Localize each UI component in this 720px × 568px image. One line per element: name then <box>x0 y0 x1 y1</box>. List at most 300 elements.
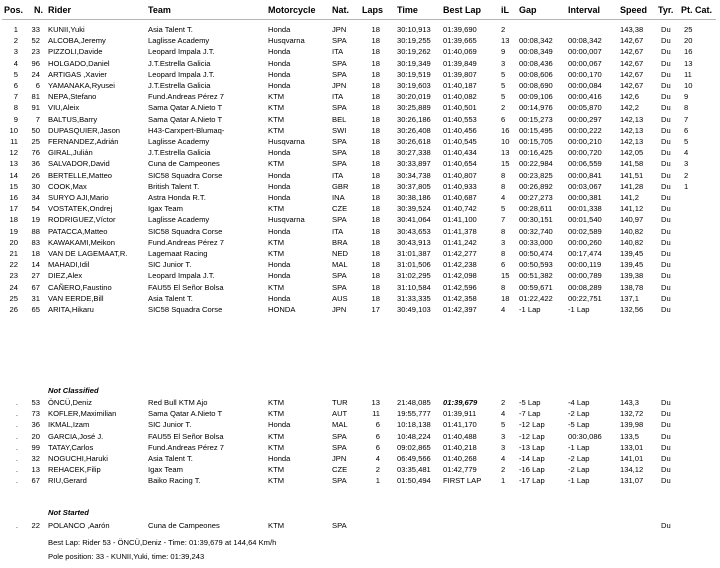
cell-speed: 142,13 <box>620 137 644 146</box>
cell-pos: 9 <box>13 114 18 124</box>
cell-time: 31:02,295 <box>397 271 431 281</box>
cell-laps: 18 <box>371 114 380 124</box>
cell-laps: 18 <box>371 47 380 57</box>
cell-il: 8 <box>501 249 506 258</box>
cell-nat: JPN <box>332 454 347 463</box>
cell-motorcycle: KTM <box>268 282 285 292</box>
cell-speed: 140,82 <box>620 226 644 236</box>
cell-number: 24 <box>31 69 40 79</box>
cell-rider: DIEZ,Alex <box>48 271 83 281</box>
cell-il: 16 <box>501 125 510 135</box>
cell-team: Fund.Andreas Pérez 7 <box>148 237 224 247</box>
cell-il: 8 <box>501 282 506 292</box>
cell-interval: 00:17,474 <box>568 249 602 258</box>
cell-number: 83 <box>31 237 40 247</box>
cell-motorcycle: KTM <box>268 249 285 258</box>
cell-best-lap: 01:40,553 <box>443 114 477 124</box>
cell-motorcycle: KTM <box>268 125 285 135</box>
cell-best-lap: 01:40,268 <box>443 454 477 463</box>
cell-best-lap: 01:41,100 <box>443 215 477 225</box>
cell-rider: HOLGADO,Daniel <box>48 58 110 68</box>
cell-gap: 00:16,425 <box>519 148 553 158</box>
cell-team: J.T.Estrella Galicia <box>148 58 211 68</box>
cell-best-lap: 01:40,807 <box>443 170 477 180</box>
cell-points: 9 <box>684 92 689 102</box>
cell-pos: . <box>15 420 18 430</box>
cell-il: 15 <box>501 159 510 169</box>
cell-laps: 18 <box>371 204 380 214</box>
cell-best-lap: 01:40,545 <box>443 137 477 146</box>
cell-speed: 142,6 <box>620 92 640 102</box>
cell-laps: 18 <box>371 81 380 90</box>
cell-pos: 17 <box>9 204 18 214</box>
cell-pos: . <box>15 476 18 486</box>
cell-gap: -17 Lap <box>519 476 545 486</box>
cell-team: SIC Junior T. <box>148 420 192 430</box>
cell-laps: 18 <box>371 69 380 79</box>
cell-best-lap: 01:39,690 <box>443 25 477 34</box>
cell-laps: 18 <box>371 25 380 34</box>
cell-laps: 6 <box>375 442 380 452</box>
cell-interval: 00:00,297 <box>568 114 602 124</box>
cell-gap: -13 Lap <box>519 442 545 452</box>
cell-best-lap: 01:42,098 <box>443 271 477 281</box>
cell-number: 36 <box>31 420 40 430</box>
table-row <box>0 104 720 116</box>
cell-points: 25 <box>684 25 693 34</box>
cell-gap: 00:51,382 <box>519 271 553 281</box>
header-speed: Speed <box>620 5 648 15</box>
cell-number: 23 <box>31 47 40 57</box>
cell-number: 19 <box>31 215 40 225</box>
cell-il: 5 <box>501 204 506 214</box>
cell-time: 30:19,603 <box>397 81 431 90</box>
cell-tyre: Du <box>661 237 671 247</box>
cell-speed: 139,45 <box>620 249 644 258</box>
cell-time: 30:10,913 <box>397 25 431 34</box>
cell-speed: 133,5 <box>620 431 640 441</box>
cell-tyre: Du <box>661 58 671 68</box>
cell-team: Red Bull KTM Ajo <box>148 398 208 407</box>
cell-rider: VAN EERDE,Bill <box>48 293 104 303</box>
table-row <box>0 455 720 467</box>
cell-pos: 6 <box>13 81 18 90</box>
cell-gap: -16 Lap <box>519 465 545 475</box>
cell-tyre: Du <box>661 476 671 486</box>
cell-time: 30:39,524 <box>397 204 431 214</box>
cell-best-lap: 01:40,434 <box>443 148 477 158</box>
cell-interval: 00:00,084 <box>568 81 602 90</box>
header-nat: Nat. <box>332 5 350 15</box>
cell-il: 7 <box>501 215 506 225</box>
cell-number: 13 <box>31 465 40 475</box>
cell-number: 31 <box>31 293 40 303</box>
table-row <box>0 466 720 478</box>
cell-best-lap: 01:41,242 <box>443 237 477 247</box>
cell-laps: 18 <box>371 293 380 303</box>
cell-interval: -2 Lap <box>568 454 590 463</box>
cell-team: FAU55 El Señor Bolsa <box>148 431 224 441</box>
cell-nat: NED <box>332 249 349 258</box>
cell-tyre: Du <box>661 398 671 407</box>
cell-number: 14 <box>31 260 40 270</box>
cell-team: Lagemaat Racing <box>148 249 208 258</box>
cell-nat: SPA <box>332 148 347 158</box>
not-started-heading: Not Started <box>48 508 89 517</box>
cell-il: 1 <box>501 476 506 486</box>
cell-time: 30:43,913 <box>397 237 431 247</box>
cell-team: Leopard Impala J.T. <box>148 271 215 281</box>
cell-laps: 18 <box>371 170 380 180</box>
cell-interval: -5 Lap <box>568 420 590 430</box>
cell-number: 96 <box>31 58 40 68</box>
cell-laps: 11 <box>372 409 380 419</box>
cell-il: 5 <box>501 92 506 102</box>
cell-tyre: Du <box>661 125 671 135</box>
cell-nat: SPA <box>332 69 347 79</box>
cell-gap: 00:08,436 <box>519 58 553 68</box>
cell-pos: . <box>15 521 18 530</box>
cell-points: 3 <box>684 159 689 169</box>
header-best-lap: Best Lap <box>443 5 482 15</box>
cell-points: 16 <box>684 47 693 57</box>
cell-laps: 18 <box>371 282 380 292</box>
cell-tyre: Du <box>661 159 671 169</box>
table-row <box>0 306 720 318</box>
cell-gap: 00:15,495 <box>519 125 553 135</box>
cell-time: 31:33,335 <box>397 293 431 303</box>
cell-gap: 00:28,611 <box>519 204 553 214</box>
cell-time: 31:10,584 <box>397 282 431 292</box>
cell-tyre: Du <box>661 181 671 191</box>
cell-il: 13 <box>501 148 510 158</box>
cell-team: Asia Talent T. <box>148 25 193 34</box>
cell-number: 27 <box>31 271 40 281</box>
cell-time: 30:19,519 <box>397 69 431 79</box>
cell-speed: 142,67 <box>620 36 644 46</box>
cell-points: 10 <box>684 81 693 90</box>
cell-time: 10:48,224 <box>397 431 431 441</box>
cell-rider: VOSTATEK,Ondrej <box>48 204 113 214</box>
cell-best-lap: 01:39,665 <box>443 36 477 46</box>
cell-nat: AUT <box>332 409 348 419</box>
cell-motorcycle: Honda <box>268 454 291 463</box>
cell-laps: 18 <box>371 159 380 169</box>
cell-motorcycle: KTM <box>268 476 285 486</box>
cell-tyre: Du <box>661 193 671 202</box>
table-row <box>0 477 720 489</box>
cell-pos: 10 <box>9 125 18 135</box>
cell-nat: SPA <box>332 431 347 441</box>
table-row <box>0 433 720 445</box>
cell-pos: 8 <box>13 103 18 113</box>
cell-number: 34 <box>31 193 40 202</box>
cell-number: 76 <box>31 148 40 158</box>
cell-speed: 142,67 <box>620 47 644 57</box>
cell-time: 30:19,349 <box>397 58 431 68</box>
cell-number: 6 <box>35 81 40 90</box>
cell-motorcycle: Honda <box>268 293 291 303</box>
cell-team: SIC58 Squadra Corse <box>148 226 223 236</box>
cell-number: 65 <box>31 305 40 314</box>
cell-il: 2 <box>501 465 506 475</box>
cell-time: 30:25,889 <box>397 103 431 113</box>
cell-rider: TATAY,Carlos <box>48 442 94 452</box>
cell-gap: -14 Lap <box>519 454 545 463</box>
cell-motorcycle: KTM <box>268 409 285 419</box>
table-row <box>0 522 720 534</box>
cell-team: Cuna de Campeones <box>148 521 220 530</box>
cell-tyre: Du <box>661 92 671 102</box>
cell-speed: 141,12 <box>620 204 644 214</box>
cell-laps: 1 <box>375 476 380 486</box>
cell-rider: DUPASQUIER,Jason <box>48 125 121 135</box>
cell-gap: 00:08,349 <box>519 47 553 57</box>
cell-best-lap: 01:42,238 <box>443 260 477 270</box>
cell-motorcycle: HONDA <box>268 305 296 314</box>
cell-tyre: Du <box>661 442 671 452</box>
cell-motorcycle: Honda <box>268 260 291 270</box>
cell-number: 22 <box>31 521 40 530</box>
cell-il: 4 <box>501 193 506 202</box>
cell-number: 88 <box>31 226 40 236</box>
cell-team: Laglisse Academy <box>148 137 210 146</box>
cell-number: 30 <box>31 181 40 191</box>
cell-best-lap: 01:42,596 <box>443 282 477 292</box>
cell-best-lap: 01:40,218 <box>443 442 477 452</box>
cell-team: Astra Honda R.T. <box>148 193 206 202</box>
cell-speed: 137,1 <box>620 293 640 303</box>
cell-number: 32 <box>31 454 40 463</box>
cell-nat: MAL <box>332 420 348 430</box>
cell-speed: 132,56 <box>620 305 644 314</box>
cell-team: J.T.Estrella Galicia <box>148 148 211 158</box>
cell-interval: 00:00,210 <box>568 137 602 146</box>
cell-il: 4 <box>501 454 506 463</box>
cell-rider: ALCOBA,Jeremy <box>48 36 106 46</box>
cell-time: 10:18,138 <box>397 420 431 430</box>
cell-team: Igax Team <box>148 204 183 214</box>
cell-interval: 00:22,751 <box>568 293 602 303</box>
cell-pos: 18 <box>9 215 18 225</box>
cell-rider: RIU,Gerard <box>48 476 87 486</box>
cell-motorcycle: Honda <box>268 271 291 281</box>
cell-speed: 140,97 <box>620 215 644 225</box>
cell-gap: 00:15,705 <box>519 137 553 146</box>
cell-speed: 139,38 <box>620 271 644 281</box>
cell-rider: COOK,Max <box>48 181 87 191</box>
cell-pos: 4 <box>13 58 18 68</box>
cell-number: 50 <box>31 125 40 135</box>
cell-nat: SPA <box>332 521 347 530</box>
cell-il: 4 <box>501 305 506 314</box>
cell-rider: KOFLER,Maximilian <box>48 409 117 419</box>
cell-laps: 18 <box>371 92 380 102</box>
cell-time: 01:50,494 <box>397 476 431 486</box>
cell-rider: BERTELLE,Matteo <box>48 170 113 180</box>
cell-best-lap: FIRST LAP <box>443 476 482 486</box>
header-divider <box>2 19 716 20</box>
cell-time: 30:20,019 <box>397 92 431 102</box>
cell-interval: 00:00,720 <box>568 148 602 158</box>
cell-il: 3 <box>501 58 506 68</box>
cell-pos: 1 <box>13 25 18 34</box>
cell-rider: BALTUS,Barry <box>48 114 98 124</box>
cell-speed: 134,12 <box>620 465 644 475</box>
cell-nat: BEL <box>332 114 347 124</box>
cell-motorcycle: KTM <box>268 431 285 441</box>
cell-tyre: Du <box>661 47 671 57</box>
cell-tyre: Du <box>661 215 671 225</box>
cell-motorcycle: Husqvarna <box>268 215 305 225</box>
cell-motorcycle: KTM <box>268 398 285 407</box>
cell-team: Sama Qatar A.Nieto T <box>148 103 223 113</box>
cell-interval: -2 Lap <box>568 465 590 475</box>
table-row <box>0 410 720 422</box>
cell-nat: JPN <box>332 81 347 90</box>
cell-speed: 141,01 <box>620 454 644 463</box>
cell-rider: PIZZOLI,Davide <box>48 47 103 57</box>
cell-interval: 00:00,841 <box>568 170 602 180</box>
cell-interval: 00:00,007 <box>568 47 602 57</box>
cell-number: 81 <box>31 92 40 102</box>
cell-il: 2 <box>501 103 506 113</box>
cell-motorcycle: Honda <box>268 193 291 202</box>
cell-nat: SPA <box>332 271 347 281</box>
cell-interval: 00:00,260 <box>568 237 602 247</box>
cell-tyre: Du <box>661 431 671 441</box>
cell-interval: 00:00,170 <box>568 69 602 79</box>
cell-points: 20 <box>684 36 693 46</box>
cell-il: 15 <box>501 271 510 281</box>
cell-pos: 13 <box>9 159 18 169</box>
cell-time: 30:33,897 <box>397 159 431 169</box>
cell-time: 30:43,653 <box>397 226 431 236</box>
cell-team: J.T.Estrella Galicia <box>148 81 211 90</box>
cell-nat: BRA <box>332 237 348 247</box>
cell-number: 26 <box>31 170 40 180</box>
cell-laps: 18 <box>371 148 380 158</box>
cell-motorcycle: KTM <box>268 465 285 475</box>
cell-rider: SALVADOR,David <box>48 159 110 169</box>
cell-laps: 17 <box>371 305 380 314</box>
cell-il: 8 <box>501 226 506 236</box>
cell-number: 36 <box>31 159 40 169</box>
cell-best-lap: 01:40,456 <box>443 125 477 135</box>
header-gap: Gap <box>519 5 537 15</box>
cell-tyre: Du <box>661 454 671 463</box>
cell-best-lap: 01:40,488 <box>443 431 477 441</box>
cell-il: 2 <box>501 398 506 407</box>
cell-laps: 18 <box>371 125 380 135</box>
cell-rider: MAHADI,Idil <box>48 260 90 270</box>
cell-number: 67 <box>31 476 40 486</box>
cell-time: 30:27,338 <box>397 148 431 158</box>
cell-best-lap: 01:40,742 <box>443 204 477 214</box>
table-row <box>0 26 720 38</box>
cell-time: 30:41,064 <box>397 215 431 225</box>
cell-best-lap: 01:39,679 <box>443 398 478 407</box>
cell-speed: 143,3 <box>620 398 640 407</box>
cell-pos: . <box>15 398 18 407</box>
cell-motorcycle: KTM <box>268 114 285 124</box>
cell-best-lap: 01:42,277 <box>443 249 477 258</box>
cell-il: 18 <box>501 293 510 303</box>
cell-points: 8 <box>684 103 689 113</box>
header-time: Time <box>397 5 418 15</box>
cell-gap: 00:23,825 <box>519 170 553 180</box>
cell-time: 03:35,481 <box>397 465 431 475</box>
cell-interval: 00:08,342 <box>568 36 602 46</box>
cell-rider: ARTIGAS ,Xavier <box>48 69 107 79</box>
cell-interval: 00:05,870 <box>568 103 602 113</box>
cell-il: 5 <box>501 81 506 90</box>
cell-laps: 18 <box>371 193 380 202</box>
cell-laps: 18 <box>371 237 380 247</box>
cell-nat: MAL <box>332 260 348 270</box>
cell-speed: 142,05 <box>620 148 644 158</box>
cell-time: 30:26,618 <box>397 137 431 146</box>
cell-time: 30:38,186 <box>397 193 431 202</box>
cell-tyre: Du <box>661 148 671 158</box>
cell-il: 3 <box>501 237 506 247</box>
cell-team: Sama Qatar A.Nieto T <box>148 114 223 124</box>
cell-gap: 00:27,273 <box>519 193 553 202</box>
not-classified-heading: Not Classified <box>48 386 99 395</box>
cell-tyre: Du <box>661 249 671 258</box>
cell-nat: SPA <box>332 137 347 146</box>
pole-position-note: Pole position: 33 - KUNII,Yuki, time: 01:39,243 <box>48 552 205 561</box>
cell-motorcycle: Honda <box>268 420 291 430</box>
cell-motorcycle: Honda <box>268 47 291 57</box>
cell-il: 3 <box>501 431 506 441</box>
cell-nat: TUR <box>332 398 348 407</box>
cell-motorcycle: Honda <box>268 69 291 79</box>
cell-motorcycle: Honda <box>268 58 291 68</box>
header-tyre: Tyr. <box>658 5 674 15</box>
cell-nat: SPA <box>332 36 347 46</box>
cell-gap: 00:32,740 <box>519 226 553 236</box>
cell-pos: 3 <box>13 47 18 57</box>
cell-tyre: Du <box>661 271 671 281</box>
cell-speed: 142,67 <box>620 81 644 90</box>
cell-laps: 18 <box>371 137 380 146</box>
table-row <box>0 60 720 72</box>
cell-tyre: Du <box>661 305 671 314</box>
cell-gap: 00:08,606 <box>519 69 553 79</box>
header-points-category: Pt. Cat. <box>681 5 713 15</box>
cell-speed: 140,82 <box>620 237 644 247</box>
cell-rider: KUNII,Yuki <box>48 25 85 34</box>
cell-motorcycle: Honda <box>268 226 291 236</box>
cell-speed: 142,67 <box>620 69 644 79</box>
cell-nat: SPA <box>332 215 347 225</box>
cell-interval: 00:06,559 <box>568 159 602 169</box>
cell-tyre: Du <box>661 170 671 180</box>
cell-team: Asia Talent T. <box>148 293 193 303</box>
cell-rider: GIRAL,Julián <box>48 148 93 158</box>
cell-points: 5 <box>684 137 689 146</box>
cell-tyre: Du <box>661 293 671 303</box>
cell-interval: 00:08,289 <box>568 282 602 292</box>
cell-il: 4 <box>501 409 506 419</box>
cell-nat: ITA <box>332 47 344 57</box>
cell-team: FAU55 El Señor Bolsa <box>148 282 224 292</box>
cell-pos: 12 <box>9 148 18 158</box>
table-row <box>0 216 720 228</box>
cell-time: 09:02,865 <box>397 442 431 452</box>
cell-tyre: Du <box>661 114 671 124</box>
